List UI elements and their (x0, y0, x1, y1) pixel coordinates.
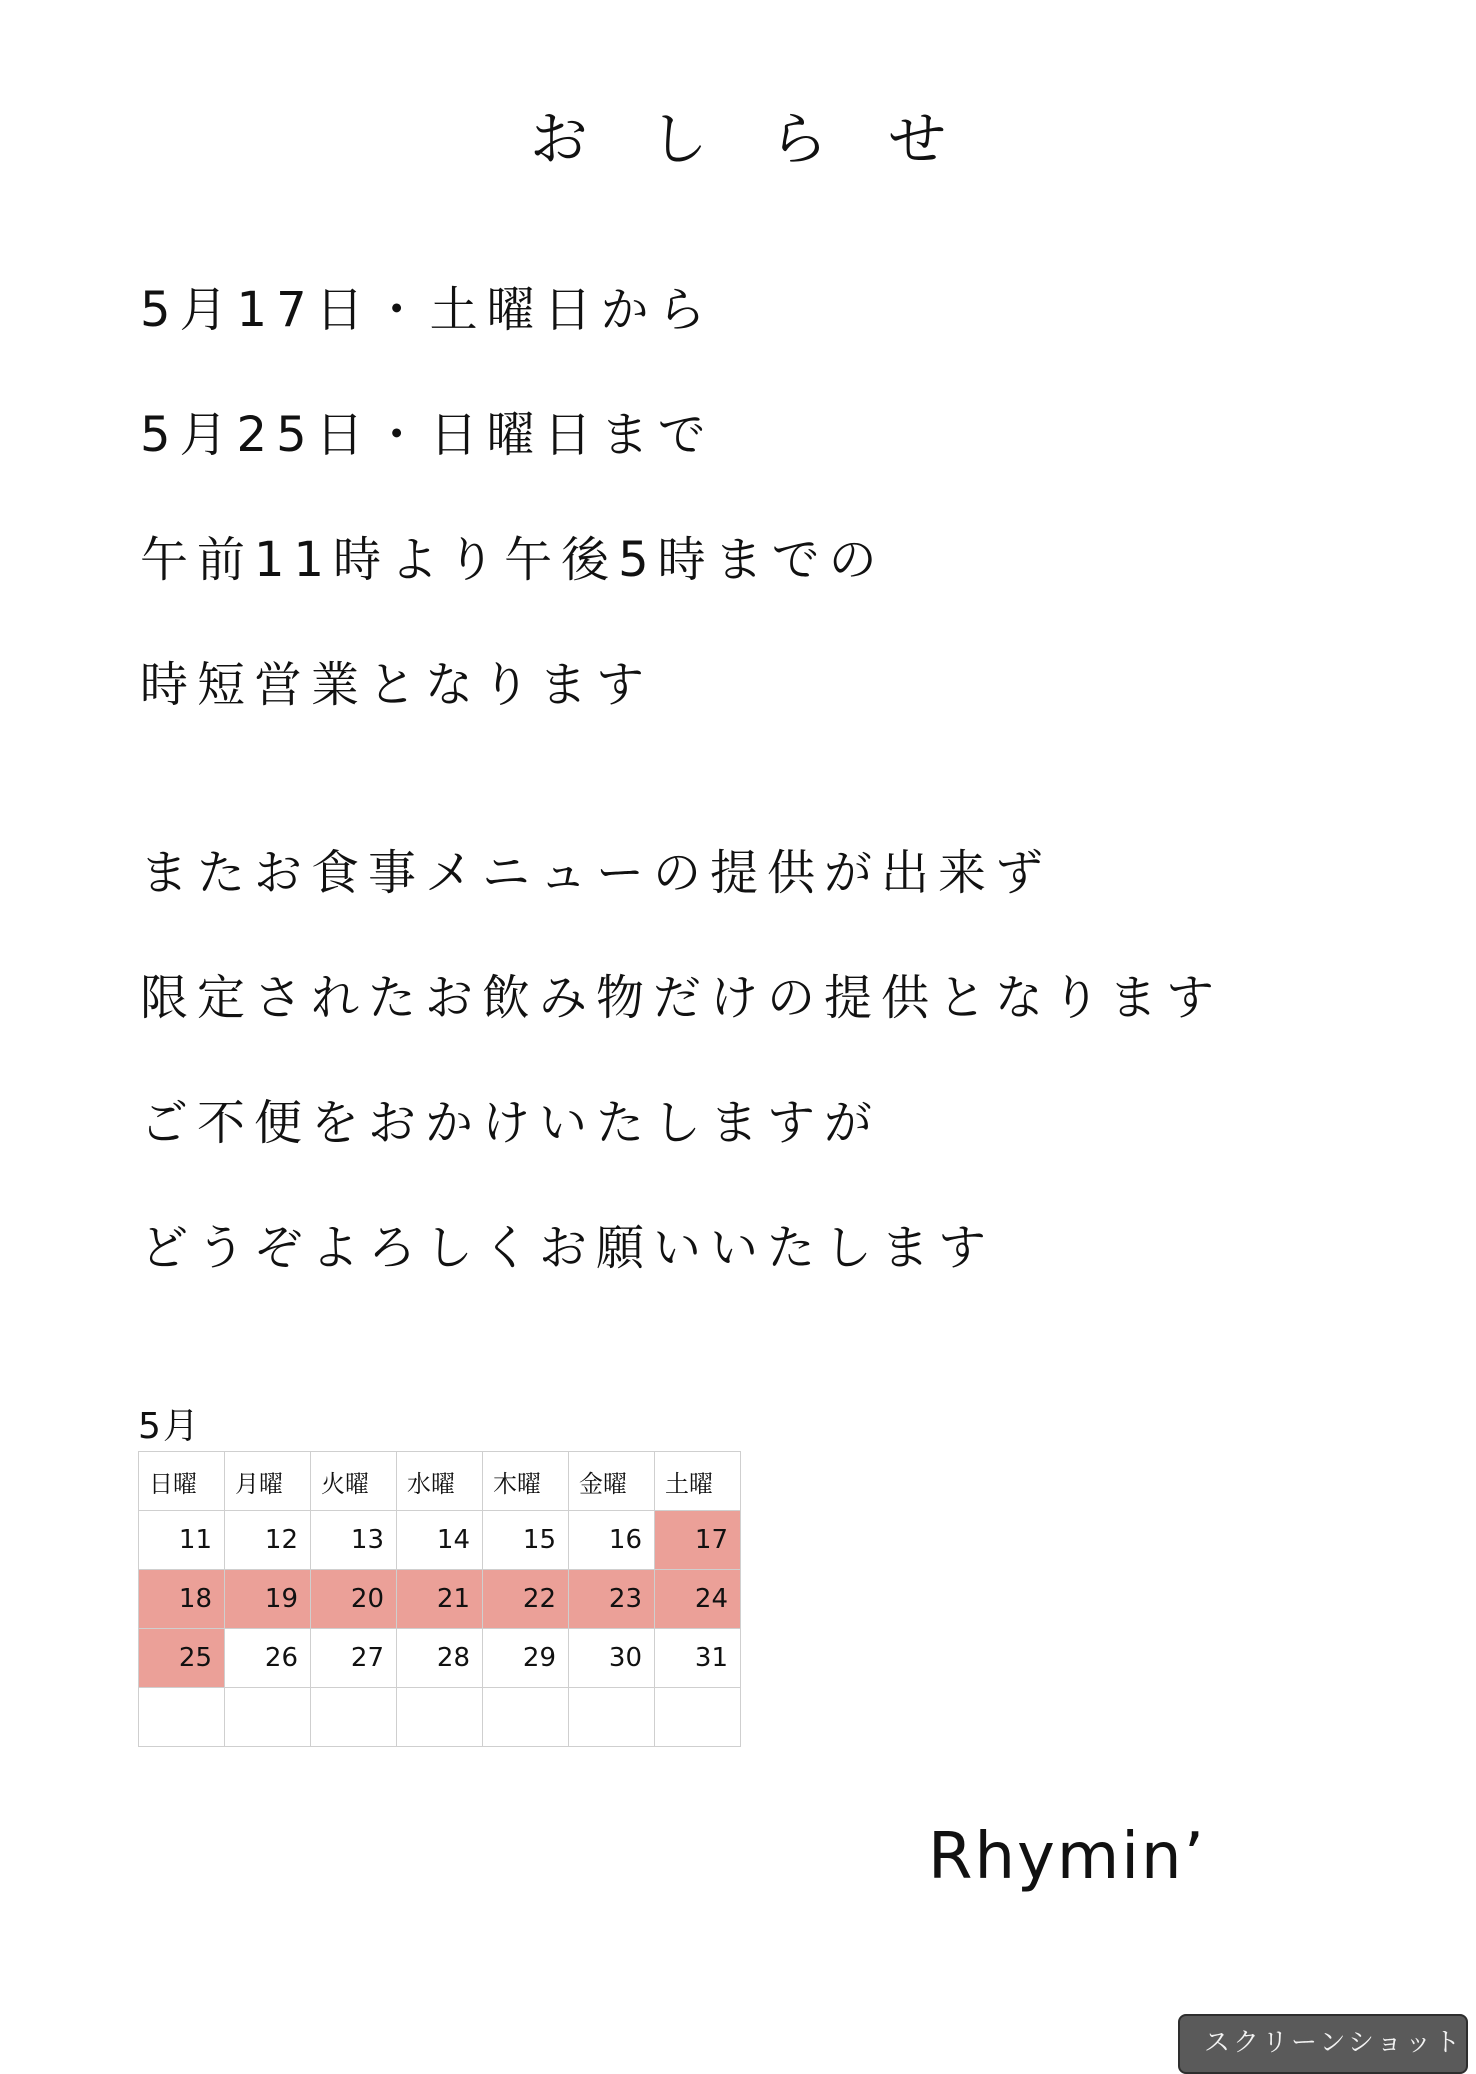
calendar-day-cell: 27 (311, 1629, 397, 1688)
calendar-week-row (139, 1511, 741, 1570)
weekday-header: 金曜 (569, 1452, 655, 1511)
notice-line: 5月25日・日曜日まで (140, 407, 715, 463)
calendar-day-cell: 28 (397, 1629, 483, 1688)
calendar-day-cell: 21 (397, 1570, 483, 1629)
calendar-day-cell (655, 1688, 741, 1747)
notice-line: ご不便をおかけいたしますが (140, 1095, 882, 1151)
weekday-header: 日曜 (139, 1452, 225, 1511)
calendar-day-cell: 30 (569, 1629, 655, 1688)
calendar-month-label: 5月 (138, 1406, 201, 1447)
calendar-day-cell: 13 (311, 1511, 397, 1570)
weekday-header: 土曜 (655, 1452, 741, 1511)
calendar-day-cell (225, 1688, 311, 1747)
calendar-day-cell (483, 1688, 569, 1747)
calendar-day-cell: 19 (225, 1570, 311, 1629)
weekday-header: 木曜 (483, 1452, 569, 1511)
screenshot-button[interactable]: スクリーンショット (1178, 2014, 1468, 2074)
calendar-week-row (139, 1570, 741, 1629)
calendar-day-cell: 14 (397, 1511, 483, 1570)
calendar-day-cell: 26 (225, 1629, 311, 1688)
calendar-day-cell: 25 (139, 1629, 225, 1688)
weekday-header: 火曜 (311, 1452, 397, 1511)
notice-line: 限定されたお飲み物だけの提供となります (140, 970, 1224, 1026)
calendar-week-row (139, 1688, 741, 1747)
notice-hours-block (140, 280, 886, 780)
notice-line: 午前11時より午後5時までの (140, 532, 886, 588)
notice-title: おしらせ (529, 105, 1009, 173)
calendar (138, 1403, 741, 1747)
calendar-day-cell (397, 1688, 483, 1747)
calendar-day-cell: 22 (483, 1570, 569, 1629)
calendar-week-row (139, 1629, 741, 1688)
calendar-day-cell: 18 (139, 1570, 225, 1629)
calendar-day-cell (139, 1688, 225, 1747)
calendar-day-cell: 31 (655, 1629, 741, 1688)
notice-menu-block (140, 843, 1223, 1343)
calendar-weekday-row (139, 1452, 741, 1511)
calendar-day-cell: 16 (569, 1511, 655, 1570)
calendar-day-cell: 17 (655, 1511, 741, 1570)
notice-line: 5月17日・土曜日から (140, 282, 715, 338)
calendar-day-cell: 12 (225, 1511, 311, 1570)
calendar-day-cell: 29 (483, 1629, 569, 1688)
calendar-table (138, 1451, 741, 1747)
calendar-day-cell (311, 1688, 397, 1747)
notice-line: またお食事メニューの提供が出来ず (140, 845, 1053, 901)
weekday-header: 月曜 (225, 1452, 311, 1511)
shop-signature: Rhymin’ (928, 1820, 1206, 1894)
calendar-day-cell: 11 (139, 1511, 225, 1570)
calendar-day-cell: 15 (483, 1511, 569, 1570)
calendar-day-cell (569, 1688, 655, 1747)
notice-line: 時短営業となります (140, 657, 654, 713)
calendar-day-cell: 24 (655, 1570, 741, 1629)
weekday-header: 水曜 (397, 1452, 483, 1511)
notice-line: どうぞよろしくお願いいたします (140, 1220, 996, 1276)
calendar-day-cell: 23 (569, 1570, 655, 1629)
calendar-day-cell: 20 (311, 1570, 397, 1629)
